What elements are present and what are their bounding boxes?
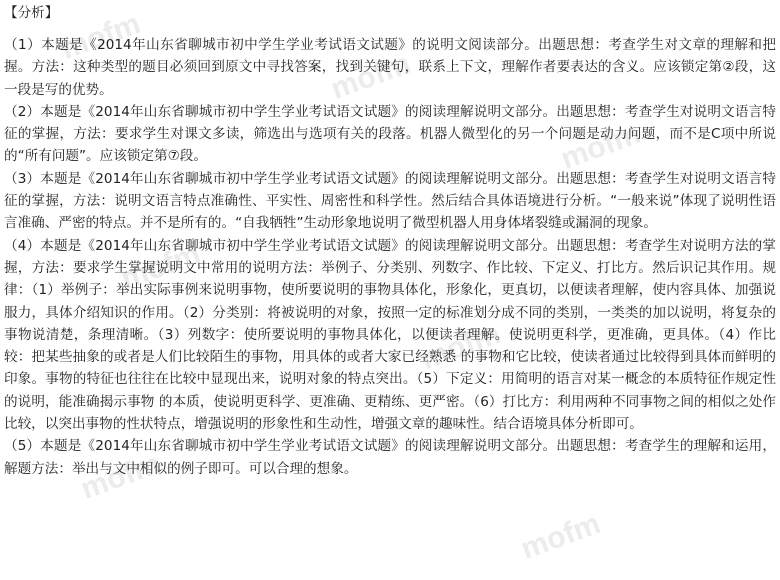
analysis-paragraph-3: （3）本题是《2014年山东省聊城市初中学生学业考试语文试题》的阅读理解说明文部分。出题思想：考查学生对说明文语言特征的掌握，方法：说明文语言特点准确性、平实性、周密性和科学性。然后结合具体语境进行分析。“一般来说”体现了说明性语言准确、严密的特点。并不是所有的。“自我牺牲”生动形象地说明了微型机器人用身体堵裂缝或漏洞的现象。 (4, 170, 776, 232)
analysis-paragraph-5: （5）本题是《2014年山东省聊城市初中学生学业考试语文试题》的阅读理解说明文部分。出题思想：考查学生的理解和运用，解题方法：举出与文中相似的例子即可。可以合理的想象。 (4, 438, 776, 477)
watermark: mofm (416, 317, 505, 377)
analysis-paragraph-1: （1）本题是《2014年山东省聊城市初中学生学业考试语文试题》的说明文阅读部分。出题思想：考查学生对文章的理解和把握。方法：这种类型的题目必须回到原文中寻找答案，找到关键句，联系上下文，理解作者要表达的含义。应该锁定第②段，这一段是写的优势。 (4, 37, 776, 98)
analysis-paragraph-4: （4）本题是《2014年山东省聊城市初中学生学业考试语文试题》的阅读理解说明文部分。出题思想：考查学生对说明方法的掌握，方法：要求学生掌握说明文中常用的说明方法：举例子、分类别、列数字、作比较、下定义、打比方。然后识记其作用。规律：（1）举例子：举出实际事例来说明事物，使所要说明的事物具体化，形象化，更真切，以便读者理解，使内容具体、加强说服力，具体介绍知识的作用。（2）分类别：将被说明的对象，按照一定的标准划分成不同的类别，一类类的加以说明，将复杂的事物说清楚，条理清晰。（3）列数字：使所要说明的事物具体化，以便读者理解。使说明更科学，更准确，更具体。（4）作比较：把某些抽象的或者是人们比较陌生的事物，用具体的或者大家已经熟悉 的事物和它比较，使读者通过比较得到具体而鲜明的印象。事物的特征也往往在比较中显现出来，说明对象的特点突出。（5）下定义：用简明的语言对某一概念的本质特征作规定性的说明，能准确揭示事物 的本质，使说明更科学、更准确、更精练、更严密。（6）打比方：利用两种不同事物之间的相似之处作比较，以突出事物的性状特点，增强说明的形象性和生动性，增强文章的趣味性。结合语境具体分析即可。 (4, 237, 776, 433)
watermark: mofm (56, 7, 145, 67)
watermark: mofm (556, 117, 645, 177)
watermark: mofm (76, 447, 165, 507)
watermark: mofm (326, 47, 415, 107)
watermark: mofm (116, 237, 205, 297)
analysis-paragraph-2: （2）本题是《2014年山东省聊城市初中学生学业考试语文试题》的阅读理解说明文部分。出题思想：考查学生对说明文语言特征的掌握，方法：要求学生对课文多读，筛选出与选项有关的段落。机器人微型化的另一个问题是动力问题，而不是C项中所说的“所有问题”。应该锁定第⑦段。 (4, 103, 776, 165)
watermark: mofm (516, 507, 605, 567)
analysis-heading: 【分析】 (4, 5, 59, 21)
